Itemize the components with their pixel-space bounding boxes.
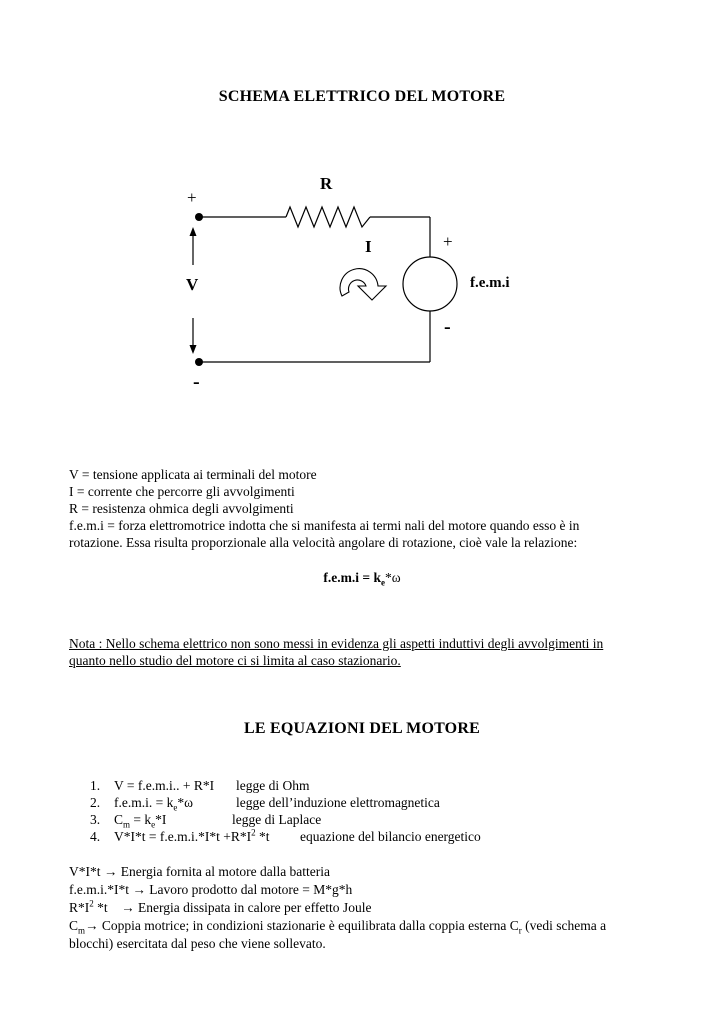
equations-list <box>90 777 650 845</box>
relation-lhs: f.e.m.i = k <box>323 570 381 585</box>
voltage-arrow-down-head <box>190 345 197 354</box>
eq-law: legge dell’induzione elettromagnetica <box>236 795 440 810</box>
voltage-arrow-up-head <box>190 227 197 236</box>
definition-r: R = resistenza ohmica degli avvolgimenti <box>69 501 294 516</box>
femi-relation <box>0 570 724 586</box>
section-title: LE EQUAZIONI DEL MOTORE <box>244 720 480 737</box>
resistor-symbol <box>286 207 370 227</box>
label-minus-left: - <box>193 371 200 393</box>
current-direction-arrow <box>340 269 386 300</box>
equation-2 <box>90 794 650 811</box>
energy-line-1: V*I*t → Energia fornita al motore dalla batteria <box>69 864 331 879</box>
energy-line-2: f.e.m.i.*I*t → Lavoro prodotto dal motore = M*g*h <box>69 882 353 897</box>
eq-law: legge di Laplace <box>232 812 322 827</box>
arrow-icon: → <box>121 900 135 915</box>
label-minus-right: - <box>444 316 451 338</box>
page-title: SCHEMA ELETTRICO DEL MOTORE <box>218 88 506 105</box>
definition-femi-2: rotazione. Essa risulta proporzionale alla velocità angolare di rotazione, cioè vale la relazione: <box>69 535 578 550</box>
arrow-icon: → <box>85 918 99 933</box>
eq-number: 3. <box>90 812 101 827</box>
eq-number: 4. <box>90 829 101 844</box>
note-block <box>69 635 669 669</box>
terminal-positive <box>195 213 203 221</box>
eq-law: legge di Ohm <box>236 778 310 793</box>
arrow-icon: → <box>132 882 146 897</box>
definitions-block <box>69 466 669 551</box>
label-voltage: V <box>186 275 199 294</box>
note-line-1: Nota : Nello schema elettrico non sono messi in evidenza gli aspetti induttivi degli avvolgimenti in <box>69 636 604 651</box>
energy-line-5: blocchi) esercitata dal peso che viene sollevato. <box>69 936 326 951</box>
definition-v: V = tensione applicata ai terminali del motore <box>69 467 317 482</box>
eq-expression: V = f.e.m.i.. + R*I <box>114 778 215 793</box>
energy-line-4: $C_m\to$ Coppia motrice; in condizioni stazionarie è equilibrata dalla coppia esterna $C_r$ (vedi schema a <box>69 918 607 936</box>
eq-expression: $C_m = k_e*I$ <box>114 812 167 830</box>
equation-1 <box>90 777 650 794</box>
terminal-negative <box>195 358 203 366</box>
eq-expression: f.e.m.i. = $k_e*\omega$ <box>114 795 193 813</box>
equation-4 <box>90 828 650 845</box>
note-line-2: quanto nello studio del motore ci si limita al caso stazionario. <box>69 653 401 668</box>
relation-sub: e <box>380 577 385 588</box>
energy-line-3: $R*I^2$ *t → Energia dissipata in calore per effetto Joule <box>69 898 372 915</box>
eq-number: 2. <box>90 795 101 810</box>
relation-rhs: *ω <box>384 570 401 585</box>
label-plus-right: + <box>443 232 453 251</box>
label-resistance: R <box>320 174 333 193</box>
emf-source-symbol <box>403 257 457 311</box>
arrow-icon: → <box>103 864 118 879</box>
label-plus-left: + <box>187 188 197 207</box>
energy-block <box>69 863 669 953</box>
equation-3 <box>90 811 650 828</box>
definition-femi-1: f.e.m.i = forza elettromotrice indotta che si manifesta ai termi nali del motore quando esso è in <box>69 518 580 533</box>
definition-i: I = corrente che percorre gli avvolgimenti <box>69 484 295 499</box>
eq-expression: $V*I*t = f.e.m.i.*I*t +R*I^2$ *t <box>114 827 270 844</box>
eq-law: equazione del bilancio energetico <box>300 829 481 844</box>
eq-number: 1. <box>90 778 101 793</box>
label-current: I <box>365 237 372 256</box>
label-femi: f.e.m.i <box>470 275 510 291</box>
